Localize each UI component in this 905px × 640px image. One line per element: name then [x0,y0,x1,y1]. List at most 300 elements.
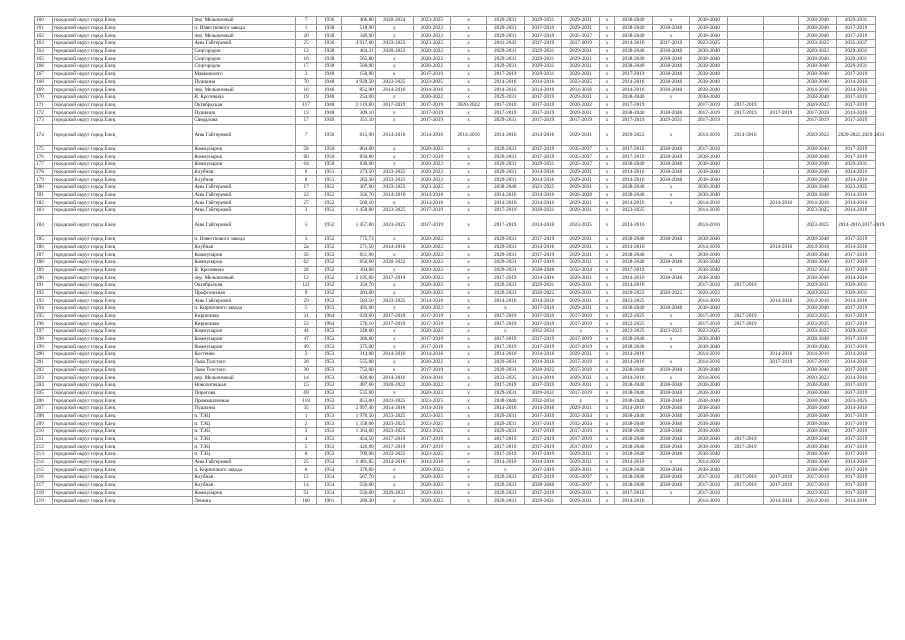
table-cell: 830,00 [342,161,376,169]
table-cell [728,70,764,78]
table-cell: х [375,389,413,397]
table-cell: х [600,17,615,25]
table-cell: 2014-2016 [375,351,413,359]
table-cell: 1948 [317,109,342,117]
table-row [35,145,876,153]
table-cell: 2038-2040 [690,70,728,78]
table-cell [763,78,799,86]
table-cell: 2029-2031 [562,281,600,289]
table-cell: 2038-2040 [690,153,728,161]
table-cell: 1964 [317,312,342,320]
table-cell: 2017-2019 [375,312,413,320]
table-cell [763,191,799,199]
table-cell: 193 [35,297,53,305]
table-cell: х [451,366,487,374]
table-cell: 1936 [317,17,342,25]
table-cell: 2029-2031 [486,47,524,55]
table-cell [728,168,764,176]
table-cell: 8 [296,176,317,184]
table-cell: 2 [296,351,317,359]
table-cell: 2014-2016 [837,78,876,86]
table-cell: 2038-2040 [652,78,690,86]
table-cell: 2017-2019 [413,320,451,328]
table-cell: 2029-2031 [562,109,600,117]
table-cell: 2014-2016 [763,297,799,305]
table-cell: 2023-2025 [375,184,413,192]
table-cell: 2014-2016 [375,243,413,251]
table-cell: 248,00 [342,328,376,336]
table-cell: 14 [296,374,317,382]
table-cell: 820,00 [342,374,376,382]
table-cell: 2029-2031 [524,47,562,55]
table-cell: 2020-2022 [413,93,451,101]
table-cell: 13 [296,109,317,117]
table-cell: 2029-2031 [837,63,876,71]
table-cell: 2017-2019 [837,305,876,313]
table-cell: 2017-2019 [413,101,451,109]
table-cell: х [652,335,690,343]
table-cell: Аны Гайтеровой [193,297,296,305]
table-cell: х [451,443,487,451]
table-cell: 2029-2031 [486,24,524,32]
table-cell: 2038-2040 [652,24,690,32]
table-cell: 188 [35,258,53,266]
table-cell: 2023-2025 [799,214,837,235]
table-cell: х [451,153,487,161]
table-cell: 2020-2022 [524,289,562,297]
table-cell: городской округ город Елец [52,63,193,71]
table-cell: 2038-2040 [652,305,690,313]
table-cell: х [375,199,413,207]
table-cell [652,297,690,305]
table-cell: х [652,191,690,199]
table-cell [728,266,764,274]
table-cell: 2038-2040 [652,435,690,443]
table-cell [728,184,764,192]
table-cell: х [375,358,413,366]
table-cell: 2023-2025 [375,297,413,305]
table-cell: 2014-2016 [486,124,524,145]
table-cell: Коммунаров [193,489,296,497]
table-cell: х [600,320,615,328]
table-cell: 2038-2040 [614,420,652,428]
table-cell: х [375,328,413,336]
table-row [35,312,876,320]
table-cell: х [451,412,487,420]
table-cell: 25 [296,458,317,466]
table-cell: 1953 [317,305,342,313]
table-cell: 2014-2016 [837,404,876,412]
table-cell: 2038-2040 [690,63,728,71]
table-cell: 2029-2031 [562,289,600,297]
table-cell: х [451,328,487,336]
table-cell: 2014-2016 [614,497,652,505]
table-cell [763,93,799,101]
table-cell: 2017-2019 [690,481,728,489]
table-cell: х [600,243,615,251]
table-cell: 2020-2022 [413,168,451,176]
table-cell: 309,10 [342,109,376,117]
table-cell: 2014-2016 [614,374,652,382]
table-cell: 2020-2022 [413,274,451,282]
table-cell: 2017-2019 [837,70,876,78]
table-cell: 2017-2019 [728,474,764,482]
table-cell [763,32,799,40]
table-cell: 19 [296,93,317,101]
table-cell: 2014-2016 [524,243,562,251]
table-cell: 2029-2031 [486,116,524,124]
table-cell: 2038-2040 [799,93,837,101]
table-cell: 2038-2040 [799,17,837,25]
table-cell: 2029-2031 [562,24,600,32]
table-cell: 2017-2019 [562,116,600,124]
table-cell [728,207,764,215]
table-cell: 2038-2040 [799,412,837,420]
table-cell: х [375,305,413,313]
table-cell: 2029-2031 [486,55,524,63]
table-row [35,443,876,451]
table-cell: 70 [296,78,317,86]
table-cell: 2017-2019 [486,443,524,451]
table-cell: 273,50 [342,168,376,176]
table-cell: 2038-2040 [614,481,652,489]
table-cell: х [451,274,487,282]
table-cell: 2038-2040 [690,435,728,443]
table-cell: х [451,176,487,184]
table-cell: 2014-2016 [375,374,413,382]
table-cell: 2014-2016 [486,86,524,94]
table-cell: 1950 [317,153,342,161]
table-cell: 2014-2016 [763,351,799,359]
table-cell: городской округ город Елец [52,474,193,482]
table-cell [728,251,764,259]
table-cell: 2014-2016 [690,458,728,466]
table-cell: городской округ город Елец [52,451,193,459]
table-cell: 2038-2040 [614,451,652,459]
table-cell: 51 [296,489,317,497]
table-cell: 2017-2019 [763,109,799,117]
table-cell [728,235,764,243]
table-cell: 2017-2019 [562,366,600,374]
table-cell: Клубная [193,243,296,251]
table-cell [763,184,799,192]
table-cell: 2020-2022 [413,481,451,489]
table-cell: 2038-2040 [690,86,728,94]
table-cell: 2017-2019 [728,101,764,109]
table-cell: 28 [296,358,317,366]
table-cell: 1952 [317,199,342,207]
table-cell: 2023-2025 [375,214,413,235]
table-cell: 2038-2040 [486,184,524,192]
table-cell: 1 458,00 [342,207,376,215]
table-cell: 2038-2040 [690,397,728,405]
table-cell: 2017-2019 [524,24,562,32]
table-cell [728,466,764,474]
table-cell: 1953 [317,451,342,459]
table-row [35,281,876,289]
table-cell [763,207,799,215]
table-cell: 1953 [317,404,342,412]
table-cell: 2023-2025 [614,297,652,305]
table-cell: 2017-2019 [524,93,562,101]
table-cell: х [451,266,487,274]
table-cell: х [600,474,615,482]
table-cell: х [600,145,615,153]
table-cell: 2014-2016 [614,78,652,86]
table-cell: х [451,161,487,169]
table-cell: 2014-2016 [690,351,728,359]
table-cell: 2023-2025 [799,320,837,328]
table-cell: 1953 [317,435,342,443]
table-cell: х [652,184,690,192]
table-cell: 2029-2031 [799,281,837,289]
table-cell: х [486,305,524,313]
table-cell: 2020-2022 [413,235,451,243]
table-cell: 2038-2040 [652,153,690,161]
table-cell: 2017-2019 [375,320,413,328]
table-cell: х [600,366,615,374]
table-cell: 1954 [317,489,342,497]
table-cell: 2017-2019 [763,474,799,482]
table-cell: 2029-2031 [524,389,562,397]
table-cell: 2014-2016 [524,351,562,359]
table-cell [728,199,764,207]
table-cell: 2023-2025 [413,428,451,436]
table-cell: 2014-2016 [837,297,876,305]
table-row [35,116,876,124]
table-cell: 2017-2019 [524,451,562,459]
table-cell: 2014-2016 [799,199,837,207]
table-cell: 2038-2040 [614,235,652,243]
table-cell: городской округ город Елец [52,199,193,207]
table-cell [728,17,764,25]
table-cell [763,328,799,336]
table-cell: 2038-2040 [652,258,690,266]
table-cell: 183 [35,207,53,215]
table-cell: 2017-2019 [837,466,876,474]
table-cell: х [451,381,487,389]
table-cell: х [600,101,615,109]
table-cell: 2032-2034 [562,420,600,428]
table-cell: 2020-2022 [652,289,690,297]
table-cell: 2020-2022,2029-2031 [837,124,876,145]
table-cell: 2038-2040 [690,235,728,243]
table-row [35,374,876,382]
table-cell: 2017-2019 [524,101,562,109]
table-cell: 2038-2040 [614,443,652,451]
table-row [35,466,876,474]
table-row [35,176,876,184]
table-row [35,481,876,489]
table-cell: 174 [35,124,53,145]
table-cell: 2014-2016 [524,404,562,412]
table-cell [763,458,799,466]
table-cell: 2017-2019 [837,153,876,161]
table-cell: х [375,281,413,289]
table-cell: Соцгородок [193,63,296,71]
table-cell [763,428,799,436]
table-cell: 212 [35,443,53,451]
table-cell: 2017-2019 [837,443,876,451]
table-cell: п. ТЭЦ [193,412,296,420]
table-row [35,412,876,420]
table-cell: 1953 [317,374,342,382]
table-cell: 1954 [317,466,342,474]
table-cell: 2020-2022 [413,63,451,71]
table-cell: 2017-2019 [837,145,876,153]
table-cell: 2а [296,243,317,251]
table-cell: 16 [296,55,317,63]
table-cell [763,274,799,282]
table-cell [763,289,799,297]
table-cell: 850,60 [342,258,376,266]
table-cell: 1948 [317,101,342,109]
table-cell: 2038-2040 [614,412,652,420]
table-cell: 583,50 [342,297,376,305]
table-cell: Маяковского [193,70,296,78]
table-cell [763,489,799,497]
table-cell: х [600,86,615,94]
table-cell: 2029-2031 [562,381,600,389]
table-cell: 2038-2040 [614,397,652,405]
table-cell: 2020-2022 [451,101,487,109]
table-cell: 2029-2031 [486,63,524,71]
table-cell: 14 [296,481,317,489]
table-row [35,32,876,40]
table-cell: 2017-2019 [524,116,562,124]
table-cell [763,281,799,289]
table-cell: 2038-2040 [652,404,690,412]
table-cell [728,289,764,297]
table-cell: 176 [35,153,53,161]
table-cell: 2017-2019 [837,266,876,274]
table-cell: 2017-2019 [837,343,876,351]
table-cell: 2017-2019 [562,358,600,366]
table-cell: городской округ город Елец [52,274,193,282]
table-cell [763,366,799,374]
table-cell: х [600,420,615,428]
table-cell: Коммунаров [193,258,296,266]
table-cell [728,55,764,63]
table-cell: 2014-2016 [837,168,876,176]
table-cell: х [451,93,487,101]
table-cell [728,176,764,184]
table-cell: 2014-2016 [799,86,837,94]
table-cell: х [600,435,615,443]
table-cell: х [451,40,487,48]
table-cell [763,145,799,153]
table-cell [728,214,764,235]
table-cell: 166 [35,63,53,71]
table-cell: 2014-2016 [763,497,799,505]
table-cell: 556,00 [342,489,376,497]
table-cell: городской округ город Елец [52,428,193,436]
table-cell: 4 928,50 [342,78,376,86]
table-row [35,207,876,215]
table-cell: 2029-2031 [562,207,600,215]
table-cell: 356,70 [342,191,376,199]
table-cell: х [600,251,615,259]
table-cell: 2017-2019 [652,40,690,48]
table-cell [763,266,799,274]
table-cell: х [652,124,690,145]
table-cell: 2017-2019 [486,451,524,459]
table-cell: 2038-2040 [799,404,837,412]
table-cell: 2017-2019 [562,435,600,443]
table-cell: 2038-2040 [690,305,728,313]
table-cell: 2017-2019 [413,435,451,443]
table-cell: 197 [35,328,53,336]
table-cell [728,258,764,266]
table-cell: 2038-2040 [690,176,728,184]
table-cell: 454,50 [342,435,376,443]
table-cell: 2014-2016 [413,404,451,412]
table-cell: 2020-2022 [524,366,562,374]
table-cell: 1952 [317,235,342,243]
table-cell: 184 [35,214,53,235]
table-cell: 2 997,40 [342,404,376,412]
table-cell: 2017-2019 [837,381,876,389]
table-cell: 2014-2016 [614,199,652,207]
table-cell: Аны Гайтеровой [193,214,296,235]
table-cell: 2023-2025 [375,168,413,176]
table-cell: 1 457,00 [342,214,376,235]
table-cell: Льва Толстого [193,366,296,374]
table-cell: Льва Толстого [193,358,296,366]
table-cell: х [451,86,487,94]
table-cell: В. Кротевича [193,266,296,274]
table-cell: 3 [296,207,317,215]
table-cell: 2038-2040 [614,17,652,25]
table-cell: х [451,351,487,359]
table-row [35,109,876,117]
table-cell: 1953 [317,328,342,336]
table-cell [728,389,764,397]
table-cell: х [600,412,615,420]
table-cell: х [600,93,615,101]
table-cell: х [375,109,413,117]
table-cell: 2029-2031 [562,251,600,259]
table-cell: 2029-2031 [837,281,876,289]
table-cell: 2017-2019 [837,251,876,259]
table-cell: 1 970,50 [342,412,376,420]
table-cell: 2014-2016 [486,404,524,412]
table-cell: 2014-2016 [837,358,876,366]
table-cell: 2014-2016 [375,404,413,412]
table-cell: 351,10 [342,116,376,124]
table-cell: х [600,199,615,207]
table-cell: 2038-2040 [690,161,728,169]
table-cell: 2014-2016 [413,124,451,145]
table-cell: 2017-2019 [837,258,876,266]
table-cell: 2020-2022 [413,358,451,366]
table-cell [763,70,799,78]
table-cell: пер. Мельничный [193,374,296,382]
table-row [35,351,876,359]
table-row [35,78,876,86]
table-cell: 2038-2040 [799,235,837,243]
table-cell: 2017-2019 [486,312,524,320]
table-cell: 2014-2016 [799,297,837,305]
table-cell: 2038-2040 [799,55,837,63]
table-cell: 12 [296,474,317,482]
table-cell [763,389,799,397]
table-cell: х [600,305,615,313]
table-cell: Клубная [193,176,296,184]
table-cell: 2038-2040 [690,17,728,25]
table-cell: 150,00 [342,70,376,78]
table-cell [763,374,799,382]
